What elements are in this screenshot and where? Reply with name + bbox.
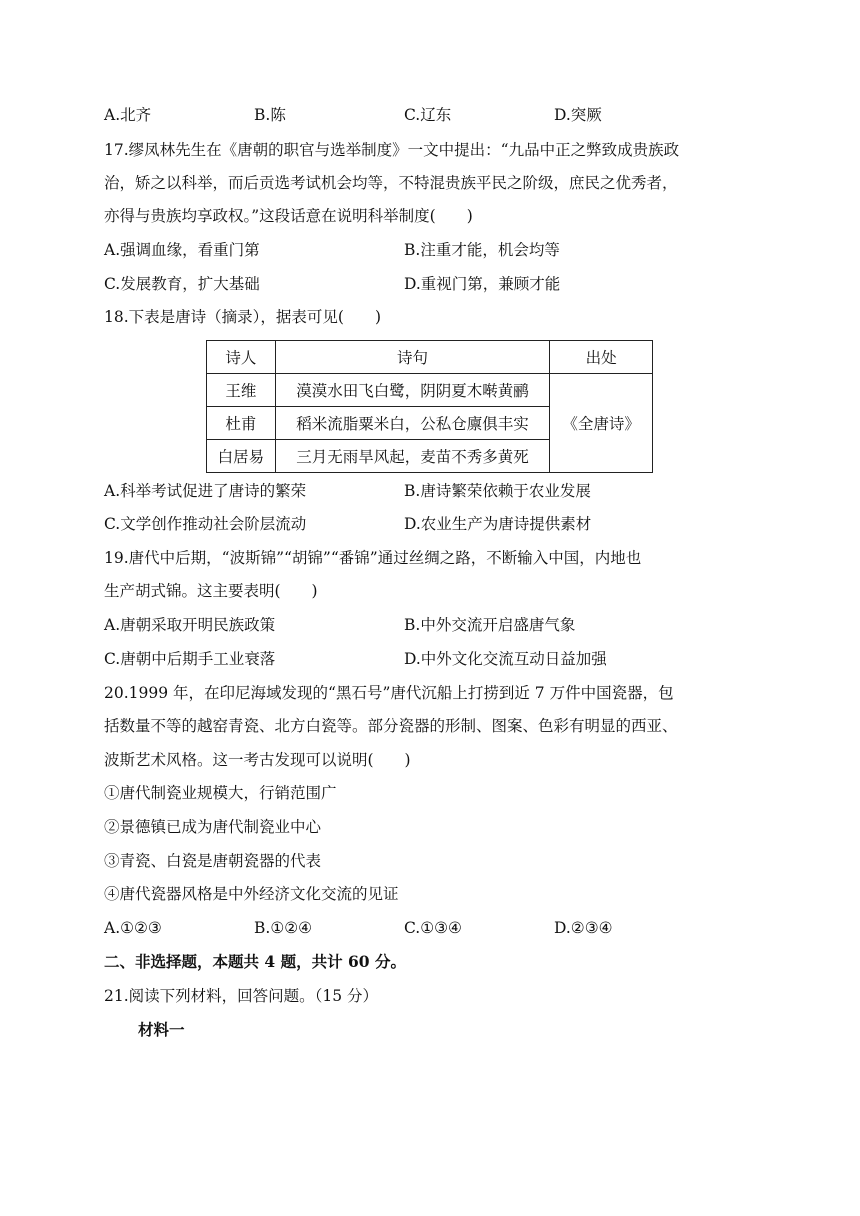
q21-stem: 21.阅读下列材料，回答问题。（15 分）: [104, 987, 379, 1005]
q20-item-1: ①唐代制瓷业规模大，行销范围广: [104, 784, 337, 802]
q19-option-a: A.唐朝采取开明民族政策: [104, 616, 276, 634]
q18-option-b: B.唐诗繁荣依赖于农业发展: [404, 482, 591, 500]
q16-option-c: C.辽东: [404, 106, 452, 124]
q17-stem-line-3: 亦得与贵族均享政权。”这段话意在说明科举制度( ): [104, 207, 473, 225]
q16-option-a: A.北齐: [104, 106, 152, 124]
q18-option-a: A.科举考试促进了唐诗的繁荣: [104, 482, 307, 500]
q20-item-3: ③青瓷、白瓷是唐朝瓷器的代表: [104, 852, 322, 870]
q20-option-c: C.①③④: [404, 919, 462, 937]
table-row: [207, 374, 653, 407]
q17-option-a: A.强调血缘，看重门第: [104, 241, 260, 259]
q18-option-c: C.文学创作推动社会阶层流动: [104, 515, 307, 533]
q19-stem-line-1: 19.唐代中后期，“波斯锦”“胡锦”“番锦”通过丝绸之路，不断输入中国，内地也: [104, 549, 642, 567]
q19-option-b: B.中外交流开启盛唐气象: [404, 616, 576, 634]
q20-stem-line-1: 20.1999 年，在印尼海域发现的“黑石号”唐代沉船上打捞到近 7 万件中国瓷器，包: [104, 684, 674, 702]
table-cell-poet: 白居易: [207, 440, 276, 473]
q19-option-d: D.中外文化交流互动日益加强: [404, 650, 607, 668]
q18-option-d: D.农业生产为唐诗提供素材: [404, 515, 592, 533]
q20-stem-line-3: 波斯艺术风格。这一考古发现可以说明( ): [104, 751, 411, 769]
q20-item-4: ④唐代瓷器风格是中外经济文化交流的见证: [104, 885, 399, 903]
q21-material-label: 材料一: [138, 1020, 185, 1039]
q19-option-c: C.唐朝中后期手工业衰落: [104, 650, 276, 668]
section-2-heading: 二、非选择题，本题共 4 题，共计 60 分。: [104, 952, 406, 971]
table-header-poet: 诗人: [207, 341, 276, 374]
q16-option-b: B.陈: [254, 106, 286, 124]
q20-option-a: A.①②③: [104, 919, 162, 937]
q17-option-d: D.重视门第，兼顾才能: [404, 275, 561, 293]
q19-stem-line-2: 生产胡式锦。这主要表明( ): [104, 582, 318, 600]
q17-stem-line-1: 17.缪凤林先生在《唐朝的职官与选举制度》一文中提出：“九品中正之弊致成贵族政: [104, 141, 680, 159]
q20-option-b: B.①②④: [254, 919, 313, 937]
table-cell-verse: 漠漠水田飞白鹭，阴阴夏木啭黄鹂: [275, 374, 549, 407]
q17-stem-line-2: 治，矫之以科举，而后贡选考试机会均等，不特混贵族平民之阶级，庶民之优秀者，: [104, 174, 678, 192]
table-cell-poet: 王维: [207, 374, 276, 407]
table-cell-poet: 杜甫: [207, 407, 276, 440]
q16-option-d: D.突厥: [554, 106, 602, 124]
q18-stem: 18.下表是唐诗（摘录），据表可见( ): [104, 308, 381, 326]
table-cell-verse: 三月无雨旱风起，麦苗不秀多黄死: [275, 440, 549, 473]
q17-option-b: B.注重才能，机会均等: [404, 241, 560, 259]
table-header-verse: 诗句: [275, 341, 549, 374]
table-cell-verse: 稻米流脂粟米白，公私仓廪俱丰实: [275, 407, 549, 440]
table-header-row: [207, 341, 653, 374]
table-header-source: 出处: [550, 341, 653, 374]
q20-option-d: D.②③④: [554, 919, 613, 937]
poem-table: [206, 340, 653, 473]
table-cell-source: 《全唐诗》: [550, 374, 653, 473]
q20-item-2: ②景德镇已成为唐代制瓷业中心: [104, 818, 322, 836]
q17-option-c: C.发展教育，扩大基础: [104, 275, 260, 293]
q20-stem-line-2: 括数量不等的越窑青瓷、北方白瓷等。部分瓷器的形制、图案、色彩有明显的西亚、: [104, 717, 678, 735]
